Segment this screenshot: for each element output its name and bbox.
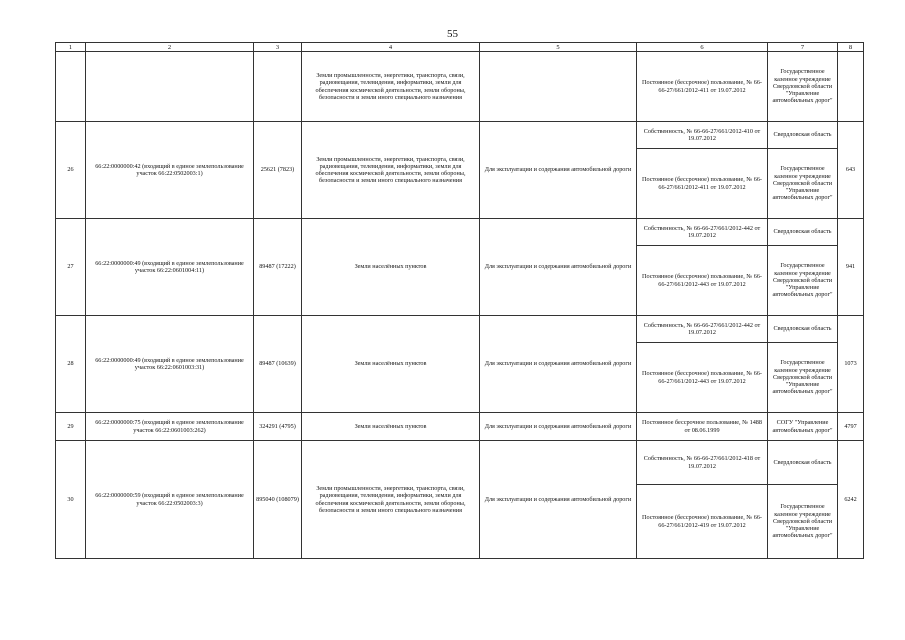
cell-number: 27 (56, 219, 86, 316)
cell-holder: Государственное казенное учреждение Свердловской области "Управление автомобильных дорог" (768, 343, 838, 413)
cell-cadastral: 66:22:0000000:49 (входящий в единое землепользование участок 66:22:0601003:31) (86, 316, 254, 413)
cell-area: 89487 (17222) (254, 219, 302, 316)
cell-holder: Государственное казенное учреждение Свердловской области "Управление автомобильных дорог" (768, 149, 838, 219)
cell-area: 89487 (10639) (254, 316, 302, 413)
cell-right: Собственность, № 66-66-27/661/2012-418 от 19.07.2012 (637, 441, 768, 485)
table-row (56, 122, 864, 149)
column-header: 7 (768, 43, 838, 52)
cell-number: 26 (56, 122, 86, 219)
cell-use: Для эксплуатации и содержания автомобильной дороги (480, 413, 637, 441)
cell-holder: Свердловская область (768, 441, 838, 485)
cell-cadastral: 66:22:0000000:59 (входящий в единое землепользование участок 66:22:0502003:3) (86, 441, 254, 559)
column-header: 4 (302, 43, 480, 52)
cell-holder: СОГУ "Управление автомобильных дорог" (768, 413, 838, 441)
cell-right: Постоянное (бессрочное) пользование, № 66-66-27/661/2012-443 от 19.07.2012 (637, 246, 768, 316)
cell-cost: 6242 (838, 441, 864, 559)
column-header: 3 (254, 43, 302, 52)
cell-use: Для эксплуатации и содержания автомобильной дороги (480, 316, 637, 413)
table-row-continuation (56, 52, 864, 122)
cell-holder: Свердловская область (768, 219, 838, 246)
cell-cost: 4797 (838, 413, 864, 441)
table-row (56, 413, 864, 441)
cell-number: 28 (56, 316, 86, 413)
cell-holder: Свердловская область (768, 122, 838, 149)
cell-cost: 941 (838, 219, 864, 316)
cell-right: Собственность, № 66-66-27/661/2012-410 от 19.07.2012 (637, 122, 768, 149)
column-header: 6 (637, 43, 768, 52)
table-row (56, 219, 864, 246)
cell-right: Постоянное (бессрочное) пользование, № 66-66-27/661/2012-411 от 19.07.2012 (637, 149, 768, 219)
column-header: 5 (480, 43, 637, 52)
cell-right: Собственность, № 66-66-27/661/2012-442 от 19.07.2012 (637, 316, 768, 343)
column-header-row (56, 43, 864, 52)
cell-use: Для эксплуатации и содержания автомобильной дороги (480, 441, 637, 559)
cell-number (56, 52, 86, 122)
cell-holder: Государственное казенное учреждение Свердловской области "Управление автомобильных дорог" (768, 52, 838, 122)
cell-land-category: Земли промышленности, энергетики, транспорта, связи, радиовещания, телевидения, информатики, земли для обеспечения космической деятельности, земли обороны, безопасности и земли иного специального назначения (302, 52, 480, 122)
cell-area: 895040 (108079) (254, 441, 302, 559)
cell-holder: Государственное казенное учреждение Свердловской области "Управление автомобильных дорог" (768, 246, 838, 316)
table-row (56, 316, 864, 343)
column-header: 2 (86, 43, 254, 52)
cell-use: Для эксплуатации и содержания автомобильной дороги (480, 219, 637, 316)
cell-use (480, 52, 637, 122)
cell-land-category: Земли населённых пунктов (302, 413, 480, 441)
cell-area: 25621 (7823) (254, 122, 302, 219)
cell-use: Для эксплуатации и содержания автомобильной дороги (480, 122, 637, 219)
cell-cost (838, 52, 864, 122)
column-header: 8 (838, 43, 864, 52)
cell-land-category: Земли промышленности, энергетики, транспорта, связи, радиовещания, телевидения, информатики, земли для обеспечения космической деятельности, земли обороны, безопасности и земли иного специального назначения (302, 441, 480, 559)
cell-cost: 1073 (838, 316, 864, 413)
cell-right: Постоянное (бессрочное) пользование, № 66-66-27/661/2012-419 от 19.07.2012 (637, 485, 768, 559)
cell-cadastral: 66:22:0000000:75 (входящий в единое землепользование участок 66:22:0601003:262) (86, 413, 254, 441)
cell-cadastral (86, 52, 254, 122)
cell-holder: Государственное казенное учреждение Свердловской области "Управление автомобильных дорог" (768, 485, 838, 559)
cell-area: 324291 (4795) (254, 413, 302, 441)
cell-cost: 643 (838, 122, 864, 219)
cell-number: 30 (56, 441, 86, 559)
cell-area (254, 52, 302, 122)
cell-right: Постоянное бессрочное пользование, № 1488 от 08.06.1999 (637, 413, 768, 441)
table-row (56, 441, 864, 485)
land-register-table (55, 42, 864, 559)
column-header: 1 (56, 43, 86, 52)
cell-number: 29 (56, 413, 86, 441)
cell-holder: Свердловская область (768, 316, 838, 343)
cell-land-category: Земли населённых пунктов (302, 316, 480, 413)
cell-right: Постоянное (бессрочное) пользование, № 66-66-27/661/2012-411 от 19.07.2012 (637, 52, 768, 122)
cell-land-category: Земли населённых пунктов (302, 219, 480, 316)
cell-cadastral: 66:22:0000000:42 (входящий в единое землепользование участок 66:22:0502003:1) (86, 122, 254, 219)
page-number: 55 (447, 28, 458, 40)
cell-right: Собственность, № 66-66-27/661/2012-442 от 19.07.2012 (637, 219, 768, 246)
cell-cadastral: 66:22:0000000:49 (входящий в единое землепользование участок 66:22:0601004:11) (86, 219, 254, 316)
cell-land-category: Земли промышленности, энергетики, транспорта, связи, радиовещания, телевидения, информатики, земли для обеспечения космической деятельности, земли обороны, безопасности и земли иного специального назначения (302, 122, 480, 219)
cell-right: Постоянное (бессрочное) пользование, № 66-66-27/661/2012-443 от 19.07.2012 (637, 343, 768, 413)
